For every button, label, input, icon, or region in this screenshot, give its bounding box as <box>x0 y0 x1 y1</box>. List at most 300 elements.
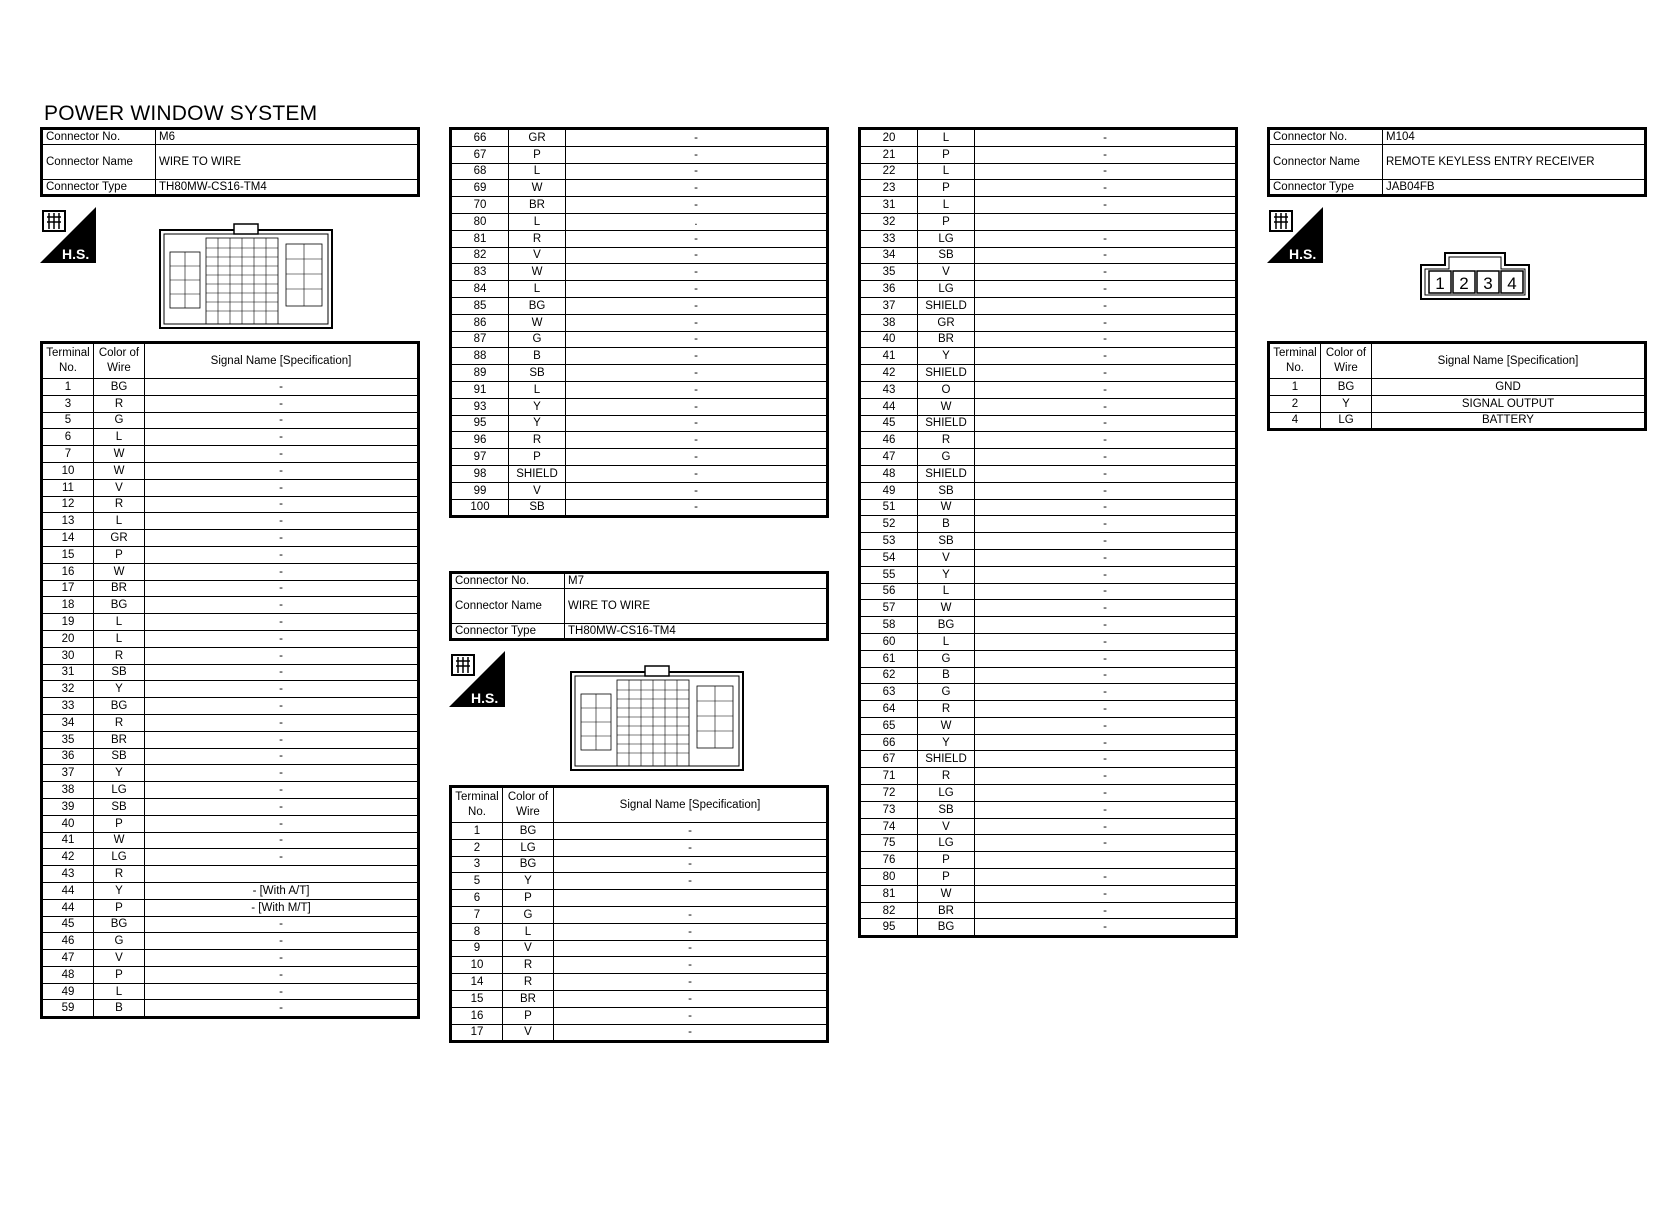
wire-color-cell: R <box>509 230 566 247</box>
wire-color-cell: Y <box>1321 395 1372 412</box>
table-row <box>42 1000 419 1018</box>
m104-connector-face <box>1419 251 1531 306</box>
table-row <box>451 247 828 264</box>
terminal-no-cell: 99 <box>451 482 509 499</box>
wire-color-cell: P <box>918 852 975 869</box>
table-row <box>860 213 1237 230</box>
wire-color-cell: SB <box>509 499 566 517</box>
terminal-no-cell: 65 <box>860 717 918 734</box>
table-row <box>42 462 419 479</box>
table-row <box>42 950 419 967</box>
table-row <box>42 916 419 933</box>
table-row <box>860 516 1237 533</box>
table-row <box>451 873 828 890</box>
table-row <box>451 365 828 382</box>
table-row <box>860 146 1237 163</box>
signal-name-cell: - <box>566 197 828 214</box>
table-row <box>451 957 828 974</box>
wire-color-cell: R <box>918 768 975 785</box>
wire-color-cell: BR <box>94 731 145 748</box>
signal-name-cell <box>975 213 1237 230</box>
wire-color-cell: P <box>918 146 975 163</box>
header-signal-name: Signal Name [Specification] <box>1372 343 1646 379</box>
m104-pin-label: 1 <box>1435 274 1445 293</box>
signal-name-cell: - <box>554 906 828 923</box>
signal-name-cell: - <box>975 163 1237 180</box>
table-row <box>860 835 1237 852</box>
wire-color-cell: Y <box>918 348 975 365</box>
table-row <box>860 717 1237 734</box>
table-row <box>860 180 1237 197</box>
signal-name-cell: - <box>975 398 1237 415</box>
wire-color-cell: SB <box>94 798 145 815</box>
terminal-no-cell: 48 <box>42 966 94 983</box>
terminal-no-cell: 44 <box>42 899 94 916</box>
signal-name-cell: - <box>975 533 1237 550</box>
signal-name-cell: - <box>145 395 419 412</box>
m7-connector-name: WIRE TO WIRE <box>565 589 828 624</box>
table-row <box>860 449 1237 466</box>
terminal-no-cell: 41 <box>860 348 918 365</box>
terminal-no-cell: 52 <box>860 516 918 533</box>
table-row <box>42 731 419 748</box>
table-row <box>42 882 419 899</box>
signal-name-cell: - <box>975 684 1237 701</box>
harness-side-icon <box>40 207 96 263</box>
wire-color-cell: BG <box>94 379 145 396</box>
wire-color-cell: Y <box>509 398 566 415</box>
m104-pin-label: 2 <box>1459 274 1469 293</box>
table-row <box>42 496 419 513</box>
table-row <box>860 885 1237 902</box>
signal-name-cell: - <box>566 432 828 449</box>
signal-name-cell: - <box>975 583 1237 600</box>
signal-name-cell: - <box>975 701 1237 718</box>
table-row <box>860 281 1237 298</box>
terminal-no-cell: 67 <box>451 146 509 163</box>
signal-name-cell: - <box>145 731 419 748</box>
wire-color-cell: L <box>94 429 145 446</box>
signal-name-cell: - <box>566 331 828 348</box>
signal-name-cell: - <box>975 180 1237 197</box>
signal-name-cell: - <box>566 129 828 147</box>
wire-color-cell: L <box>503 923 554 940</box>
m7-connector-face <box>569 664 745 777</box>
m104-connector-no: M104 <box>1383 129 1646 145</box>
label-connector-name: Connector Name <box>1269 145 1383 180</box>
terminal-no-cell: 1 <box>42 379 94 396</box>
wire-color-cell: G <box>918 650 975 667</box>
signal-name-cell: - <box>975 129 1237 147</box>
table-row <box>451 465 828 482</box>
table-row <box>860 869 1237 886</box>
terminal-no-cell: 15 <box>451 990 503 1007</box>
terminal-no-cell: 33 <box>42 698 94 715</box>
terminal-no-cell: 46 <box>42 933 94 950</box>
table-row <box>42 446 419 463</box>
terminal-no-cell: 11 <box>42 479 94 496</box>
wire-color-cell: P <box>918 213 975 230</box>
table-row <box>451 906 828 923</box>
table-row <box>451 482 828 499</box>
signal-name-cell: - <box>975 768 1237 785</box>
terminal-no-cell: 20 <box>42 630 94 647</box>
terminal-no-cell: 3 <box>42 395 94 412</box>
wire-color-cell: SB <box>918 247 975 264</box>
m6-connector-face <box>158 222 334 335</box>
table-row <box>451 1024 828 1042</box>
wire-color-cell: R <box>94 714 145 731</box>
terminal-no-cell: 33 <box>860 230 918 247</box>
signal-name-cell: - <box>566 146 828 163</box>
signal-name-cell: - <box>975 734 1237 751</box>
signal-name-cell: - <box>566 314 828 331</box>
table-row <box>42 748 419 765</box>
signal-name-cell: - <box>554 1024 828 1042</box>
wire-color-cell: BR <box>503 990 554 1007</box>
signal-name-cell: - <box>975 449 1237 466</box>
terminal-no-cell: 83 <box>451 264 509 281</box>
signal-name-cell: - <box>554 873 828 890</box>
signal-name-cell: - <box>975 381 1237 398</box>
wire-color-cell: L <box>509 163 566 180</box>
table-row <box>860 852 1237 869</box>
signal-name-cell: - <box>145 798 419 815</box>
terminal-no-cell: 88 <box>451 348 509 365</box>
wire-color-cell: G <box>94 412 145 429</box>
table-row <box>42 832 419 849</box>
terminal-no-cell: 19 <box>42 614 94 631</box>
signal-name-cell: - <box>975 667 1237 684</box>
signal-name-cell: - <box>975 465 1237 482</box>
table-row <box>860 297 1237 314</box>
signal-name-cell: - <box>145 832 419 849</box>
table-row <box>451 129 828 147</box>
signal-name-cell: - <box>975 314 1237 331</box>
wire-color-cell: Y <box>918 734 975 751</box>
terminal-no-cell: 10 <box>451 957 503 974</box>
table-row <box>860 801 1237 818</box>
terminal-no-cell: 68 <box>451 163 509 180</box>
wire-color-cell: V <box>918 549 975 566</box>
wire-color-cell: B <box>94 1000 145 1018</box>
signal-name-cell: - <box>566 398 828 415</box>
wire-color-cell: W <box>94 832 145 849</box>
signal-name-cell: - <box>566 449 828 466</box>
wire-color-cell: B <box>509 348 566 365</box>
signal-name-cell: - <box>145 950 419 967</box>
table-row <box>42 782 419 799</box>
table-row <box>860 549 1237 566</box>
m104-connector-name: REMOTE KEYLESS ENTRY RECEIVER <box>1383 145 1646 180</box>
table-row <box>42 681 419 698</box>
terminal-no-cell: 61 <box>860 650 918 667</box>
signal-name-cell: - <box>554 990 828 1007</box>
signal-name-cell: - <box>145 916 419 933</box>
wire-color-cell: BG <box>503 856 554 873</box>
terminal-no-cell: 3 <box>451 856 503 873</box>
table-row <box>42 563 419 580</box>
m6-info <box>40 127 420 197</box>
signal-name-cell: - <box>975 432 1237 449</box>
table-row <box>860 264 1237 281</box>
terminal-no-cell: 76 <box>860 852 918 869</box>
table-row <box>860 247 1237 264</box>
table-row <box>860 583 1237 600</box>
signal-name-cell: - <box>145 563 419 580</box>
m6-terminal-table <box>40 341 420 1019</box>
terminal-no-cell: 67 <box>860 751 918 768</box>
table-row <box>860 197 1237 214</box>
terminal-no-cell: 57 <box>860 600 918 617</box>
signal-name-cell: - <box>554 823 828 840</box>
table-row <box>451 856 828 873</box>
table-row <box>42 597 419 614</box>
wire-color-cell: Y <box>94 882 145 899</box>
signal-name-cell: - <box>145 479 419 496</box>
table-row <box>451 281 828 298</box>
header-color-of-wire: Color of Wire <box>1321 343 1372 379</box>
signal-name-cell: - [With A/T] <box>145 882 419 899</box>
terminal-no-cell: 51 <box>860 499 918 516</box>
signal-name-cell: - <box>975 247 1237 264</box>
table-row <box>451 348 828 365</box>
wire-color-cell: BR <box>509 197 566 214</box>
wire-color-cell: BG <box>918 919 975 937</box>
terminal-no-cell: 41 <box>42 832 94 849</box>
table-row <box>860 432 1237 449</box>
wire-color-cell: LG <box>1321 412 1372 430</box>
signal-name-cell: - [With M/T] <box>145 899 419 916</box>
wire-color-cell: W <box>918 398 975 415</box>
wire-color-cell: LG <box>918 281 975 298</box>
terminal-no-cell: 47 <box>42 950 94 967</box>
terminal-no-cell: 91 <box>451 381 509 398</box>
terminal-no-cell: 85 <box>451 297 509 314</box>
wire-color-cell: SB <box>918 533 975 550</box>
signal-name-cell: - <box>975 264 1237 281</box>
table-row <box>860 415 1237 432</box>
hs-badge-label: H.S. <box>62 246 90 262</box>
table-row <box>42 815 419 832</box>
table-row <box>860 768 1237 785</box>
table-row <box>860 667 1237 684</box>
wire-color-cell: V <box>509 482 566 499</box>
terminal-no-cell: 46 <box>860 432 918 449</box>
m104-terminal-table <box>1267 341 1647 431</box>
wire-color-cell: L <box>918 129 975 147</box>
terminal-no-cell: 53 <box>860 533 918 550</box>
wire-color-cell: P <box>94 546 145 563</box>
table-row <box>451 230 828 247</box>
label-connector-name: Connector Name <box>42 145 156 180</box>
terminal-no-cell: 15 <box>42 546 94 563</box>
table-row <box>451 297 828 314</box>
m7-connector-type: TH80MW-CS16-TM4 <box>565 624 828 640</box>
wire-color-cell: P <box>94 815 145 832</box>
terminal-no-cell: 82 <box>451 247 509 264</box>
table-row <box>451 163 828 180</box>
signal-name-cell: - <box>975 365 1237 382</box>
m7-terminal-table <box>449 785 829 1043</box>
terminal-no-cell: 96 <box>451 432 509 449</box>
signal-name-cell: - <box>145 647 419 664</box>
table-row <box>451 499 828 517</box>
wire-color-cell: L <box>918 197 975 214</box>
wire-color-cell: V <box>509 247 566 264</box>
terminal-no-cell: 80 <box>860 869 918 886</box>
wire-color-cell: W <box>918 717 975 734</box>
label-connector-type: Connector Type <box>1269 180 1383 196</box>
terminal-no-cell: 47 <box>860 449 918 466</box>
table-row <box>860 365 1237 382</box>
table-row <box>1269 379 1646 396</box>
signal-name-cell: - <box>975 650 1237 667</box>
signal-name-cell: . <box>566 213 828 230</box>
signal-name-cell: - <box>566 365 828 382</box>
signal-name-cell: - <box>145 379 419 396</box>
terminal-no-cell: 37 <box>42 765 94 782</box>
signal-name-cell <box>145 866 419 883</box>
signal-name-cell: - <box>145 698 419 715</box>
table-row <box>860 617 1237 634</box>
terminal-no-cell: 42 <box>860 365 918 382</box>
m104-pin-label: 3 <box>1483 274 1493 293</box>
signal-name-cell: - <box>566 180 828 197</box>
table-row <box>42 849 419 866</box>
terminal-no-cell: 13 <box>42 513 94 530</box>
signal-name-cell: - <box>145 513 419 530</box>
label-connector-type: Connector Type <box>42 180 156 196</box>
terminal-no-cell: 22 <box>860 163 918 180</box>
wire-color-cell: BR <box>918 331 975 348</box>
table-row <box>451 432 828 449</box>
wire-color-cell: V <box>94 950 145 967</box>
wire-color-cell: R <box>94 496 145 513</box>
table-row <box>860 163 1237 180</box>
hs-badge-label: H.S. <box>1289 246 1317 262</box>
wire-color-cell: SHIELD <box>509 465 566 482</box>
terminal-no-cell: 59 <box>42 1000 94 1018</box>
terminal-no-cell: 43 <box>42 866 94 883</box>
table-row <box>860 919 1237 937</box>
wire-color-cell: L <box>918 633 975 650</box>
table-row <box>451 398 828 415</box>
terminal-no-cell: 36 <box>860 281 918 298</box>
terminal-no-cell: 89 <box>451 365 509 382</box>
terminal-no-cell: 32 <box>42 681 94 698</box>
signal-name-cell: - <box>975 566 1237 583</box>
terminal-no-cell: 16 <box>451 1007 503 1024</box>
signal-name-cell: - <box>975 717 1237 734</box>
signal-name-cell: - <box>566 163 828 180</box>
signal-name-cell: - <box>145 782 419 799</box>
page-title: POWER WINDOW SYSTEM <box>44 102 318 125</box>
signal-name-cell: - <box>975 617 1237 634</box>
signal-name-cell: - <box>145 546 419 563</box>
signal-name-cell: - <box>975 230 1237 247</box>
terminal-no-cell: 45 <box>42 916 94 933</box>
signal-name-cell: - <box>566 499 828 517</box>
table-row <box>860 818 1237 835</box>
table-row <box>42 866 419 883</box>
signal-name-cell: - <box>145 614 419 631</box>
signal-name-cell: - <box>975 297 1237 314</box>
signal-name-cell: - <box>145 530 419 547</box>
wire-color-cell: LG <box>94 849 145 866</box>
terminal-no-cell: 66 <box>451 129 509 147</box>
terminal-no-cell: 73 <box>860 801 918 818</box>
wire-color-cell: GR <box>94 530 145 547</box>
signal-name-cell: - <box>145 412 419 429</box>
wire-color-cell: BG <box>94 698 145 715</box>
m6-connector-type: TH80MW-CS16-TM4 <box>156 180 419 196</box>
wire-color-cell: V <box>503 1024 554 1042</box>
table-row <box>42 983 419 1000</box>
m104-pin-label: 4 <box>1507 274 1517 293</box>
wire-color-cell: L <box>918 163 975 180</box>
m104-connector-type: JAB04FB <box>1383 180 1646 196</box>
signal-name-cell: - <box>554 923 828 940</box>
wire-color-cell: G <box>918 684 975 701</box>
signal-name-cell: - <box>975 835 1237 852</box>
terminal-no-cell: 71 <box>860 768 918 785</box>
signal-name-cell: - <box>975 885 1237 902</box>
terminal-no-cell: 100 <box>451 499 509 517</box>
terminal-no-cell: 10 <box>42 462 94 479</box>
table-row <box>42 395 419 412</box>
terminal-no-cell: 37 <box>860 297 918 314</box>
terminal-no-cell: 38 <box>42 782 94 799</box>
terminal-no-cell: 2 <box>451 839 503 856</box>
wire-color-cell: LG <box>918 230 975 247</box>
m7-connector-no: M7 <box>565 573 828 589</box>
signal-name-cell: - <box>145 983 419 1000</box>
terminal-no-cell: 32 <box>860 213 918 230</box>
m7-terminal-table-cont <box>858 127 1238 938</box>
wire-color-cell: R <box>918 701 975 718</box>
signal-name-cell: - <box>145 1000 419 1018</box>
wire-color-cell: GR <box>918 314 975 331</box>
table-row <box>860 566 1237 583</box>
wire-color-cell: L <box>94 614 145 631</box>
wire-color-cell: W <box>94 563 145 580</box>
terminal-no-cell: 2 <box>1269 395 1321 412</box>
wire-color-cell: R <box>503 957 554 974</box>
terminal-no-cell: 97 <box>451 449 509 466</box>
table-row <box>860 129 1237 147</box>
terminal-no-cell: 35 <box>860 264 918 281</box>
terminal-no-cell: 62 <box>860 667 918 684</box>
terminal-no-cell: 40 <box>860 331 918 348</box>
table-row <box>42 899 419 916</box>
wire-color-cell: W <box>94 446 145 463</box>
wire-color-cell: G <box>94 933 145 950</box>
signal-name-cell: - <box>145 815 419 832</box>
terminal-no-cell: 18 <box>42 597 94 614</box>
wire-color-cell: R <box>94 395 145 412</box>
signal-name-cell: - <box>566 264 828 281</box>
wire-color-cell: W <box>918 600 975 617</box>
wire-color-cell: SB <box>509 365 566 382</box>
table-row <box>451 381 828 398</box>
wire-color-cell: L <box>509 281 566 298</box>
wire-color-cell: P <box>503 890 554 907</box>
table-row <box>860 684 1237 701</box>
terminal-no-cell: 14 <box>42 530 94 547</box>
signal-name-cell: - <box>975 499 1237 516</box>
signal-name-cell: - <box>145 748 419 765</box>
